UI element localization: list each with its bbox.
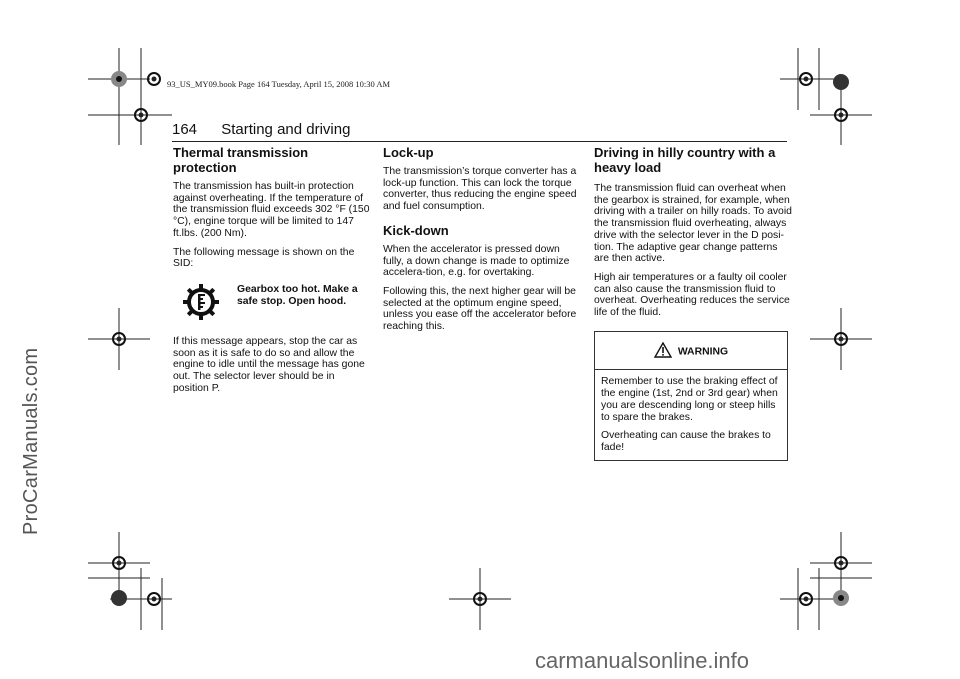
column-lockup-kickdown [383,145,583,340]
watermark-carmanualsonline: carmanualsonline.info [535,648,750,673]
section-title: Starting and driving [221,121,351,138]
heading-hilly-country: Driving in hilly country with a heavy load [594,145,776,175]
paragraph: The following message is shown on the SID: [173,246,355,270]
warning-label: WARNING [677,346,729,358]
paragraph: The transmission’s torque converter has a lock-up function. This can lock the torque converter, thus reducing the engine speed and fuel consumption. [383,166,577,213]
header-rule [172,141,787,142]
warning-text: Remember to use the braking effect of the engine (1st, 2nd or 3rd gear) when you are descending long or steep hills to spare the brakes. [601,376,778,423]
page-header [172,121,350,138]
page-number: 164 [172,121,198,138]
column-hilly-country [594,145,794,461]
paragraph: When the accelerator is pressed down fully, a down change is made to optimize accelera-tion, e.g. for overtaking. [383,243,570,279]
column-thermal-protection [173,145,373,401]
sid-message [173,280,373,322]
warning-divider [595,369,787,370]
gearbox-temperature-icon [181,282,221,322]
warning-text: Overheating can cause the brakes to fade! [601,430,771,453]
sid-message-text: Gearbox too hot. Make a safe stop. Open hood. [237,283,358,307]
heading-kick-down: Kick-down [383,222,449,238]
heading-lock-up: Lock-up [383,145,434,160]
warning-header [601,342,781,362]
paragraph: High air temperatures or a faulty oil cooler can also cause the transmission fluid to overheat. Overheating reduces the service life of the fluid. [594,271,790,319]
heading-thermal-protection: Thermal transmission protection [173,145,309,175]
paragraph: The transmission has built-in protection against overheating. If the temperature of the transmission fluid exceeds 302 °F (150 °C), engine torque will be limited to 147 ft.lbs. (200 Nm). [173,181,370,239]
warning-triangle-icon [654,342,672,362]
paragraph: Following this, the next higher gear will be selected at the optimum engine speed, unless you ease off the accelerator before reaching this. [383,285,577,333]
watermark-procarmanuals: ProCarManuals.com [20,347,42,535]
book-info-line: 93_US_MY09.book Page 164 Tuesday, April 15, 2008 10:30 AM [167,79,391,89]
warning-box [594,331,788,461]
paragraph: The transmission fluid can overheat when the gearbox is strained, for example, when driving with a trailer on hilly roads. To avoid the transmission fluid overheating, always drive with the selector lever in the D posi-tion. The adaptive gear change patterns are then active. [594,183,792,265]
paragraph: If this message appears, stop the car as soon as it is safe to do so and allow the engine to idle until the message has gone out. The selector lever should be in position P. [173,335,365,394]
